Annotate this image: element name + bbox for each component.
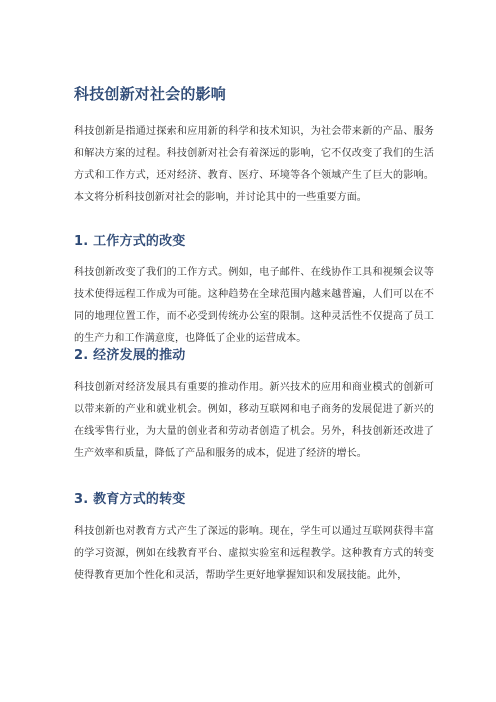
section-body-economy: 科技创新对经济发展具有重要的推动作用。新兴技术的应用和商业模式的创新可以带来新的产业和就业机会。例如，移动互联网和电子商务的发展促进了新兴的在线零售行业，为大量的创业者和劳动者创造了机会。另外，科技创新还改进了生产效率和质量，降低了产品和服务的成本，促进了经济的增长。 xyxy=(74,382,434,459)
section-body-education: 科技创新也对教育方式产生了深远的影响。现在，学生可以通过互联网获得丰富的学习资源，例如在线教育平台、虚拟实验室和远程教学。这种教育方式的转变使得教育更加个性化和灵活，帮助学生更好地掌握知识和发展技能。此外， xyxy=(74,526,434,581)
section-heading-education: 3. 教育方式的转变 xyxy=(74,492,186,507)
section-heading-work: 1. 工作方式的改变 xyxy=(74,234,186,249)
section-body-work: 科技创新改变了我们的工作方式。例如，电子邮件、在线协作工具和视频会议等技术使得远程工作成为可能。这种趋势在全球范围内越来越普遍，人们可以在不同的地理位置工作，而不必受到传统办公室的限制。这种灵活性不仅提高了员工的生产力和工作满意度，也降低了企业的运营成本。 xyxy=(74,267,434,344)
section-heading-economy: 2. 经济发展的推动 xyxy=(74,348,186,363)
intro-paragraph: 科技创新是指通过探索和应用新的科学和技术知识，为社会带来新的产品、服务和解决方案的过程。科技创新对社会有着深远的影响，它不仅改变了我们的生活方式和工作方式，还对经济、教育、医疗、环境等各个领域产生了巨大的影响。本文将分析科技创新对社会的影响，并讨论其中的一些重要方面。 xyxy=(74,126,434,203)
document-title: 科技创新对社会的影响 xyxy=(74,85,227,103)
